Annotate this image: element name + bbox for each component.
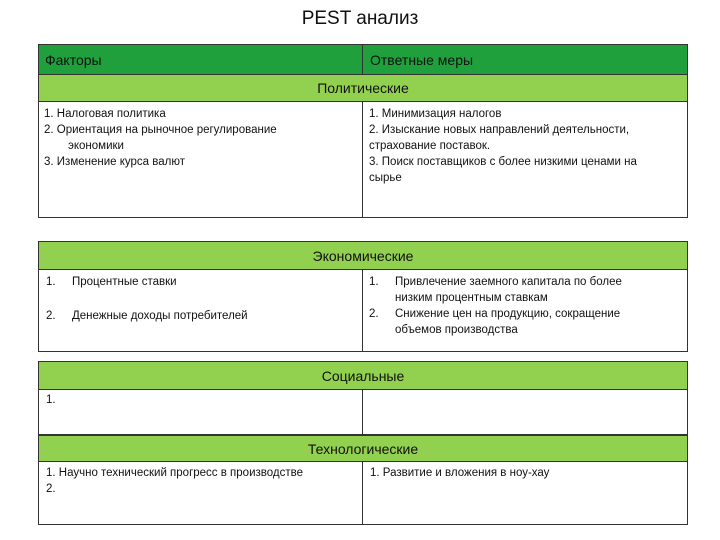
economic-factors bbox=[46, 274, 248, 324]
list-item: 1. Налоговая политика bbox=[44, 108, 166, 120]
measures-column-header: Ответные меры bbox=[370, 52, 474, 68]
social-factors bbox=[46, 392, 56, 408]
page-title: PEST анализ bbox=[301, 8, 419, 29]
list-item: сырье bbox=[369, 172, 402, 184]
list-item: 2. bbox=[46, 483, 56, 495]
political-heading-text: Политические bbox=[317, 80, 409, 96]
technological-heading bbox=[39, 435, 687, 462]
technological-factors bbox=[46, 465, 303, 497]
list-item: 2. Снижение цен на продукцию, сокращение объемов производства bbox=[369, 308, 621, 336]
list-item: 2. Изыскание новых направлений деятельности, bbox=[369, 124, 630, 136]
list-item: 1. Минимизация налогов bbox=[369, 108, 502, 120]
list-item: 3. Поиск поставщиков с более низкими ценами на bbox=[369, 156, 637, 168]
political-measures bbox=[369, 106, 637, 186]
list-item: экономики bbox=[68, 140, 124, 152]
factors-column-header: Факторы bbox=[45, 52, 102, 68]
economic-heading bbox=[39, 242, 687, 270]
list-item: страхование поставок. bbox=[369, 140, 491, 152]
economic-measures bbox=[369, 274, 622, 338]
list-item: 1. Развитие и вложения в ноу-хау bbox=[370, 467, 550, 479]
social-heading-text: Социальные bbox=[321, 367, 405, 384]
economic-section bbox=[38, 241, 688, 352]
technological-heading-text: Технологические bbox=[307, 440, 419, 457]
list-item: 3. Изменение курса валют bbox=[44, 156, 185, 168]
factors-measures-header bbox=[39, 45, 687, 75]
political-factors bbox=[44, 106, 277, 170]
technological-section bbox=[38, 435, 688, 525]
list-item: 1. Процентные ставки bbox=[46, 276, 177, 288]
political-section bbox=[38, 44, 688, 218]
technological-measures bbox=[370, 465, 549, 481]
political-heading bbox=[39, 75, 687, 102]
social-heading bbox=[39, 362, 687, 390]
economic-heading-text: Экономические bbox=[312, 247, 414, 264]
social-section bbox=[38, 361, 688, 435]
list-item: 1. bbox=[46, 394, 56, 406]
list-item: 2. Ориентация на рыночное регулирование bbox=[44, 124, 277, 136]
list-item: 2. Денежные доходы потребителей bbox=[46, 310, 248, 322]
list-item: 1. Научно технический прогресс в производстве bbox=[46, 467, 304, 479]
list-item: 1. Привлечение заемного капитала по более низким процентным ставкам bbox=[369, 276, 622, 304]
